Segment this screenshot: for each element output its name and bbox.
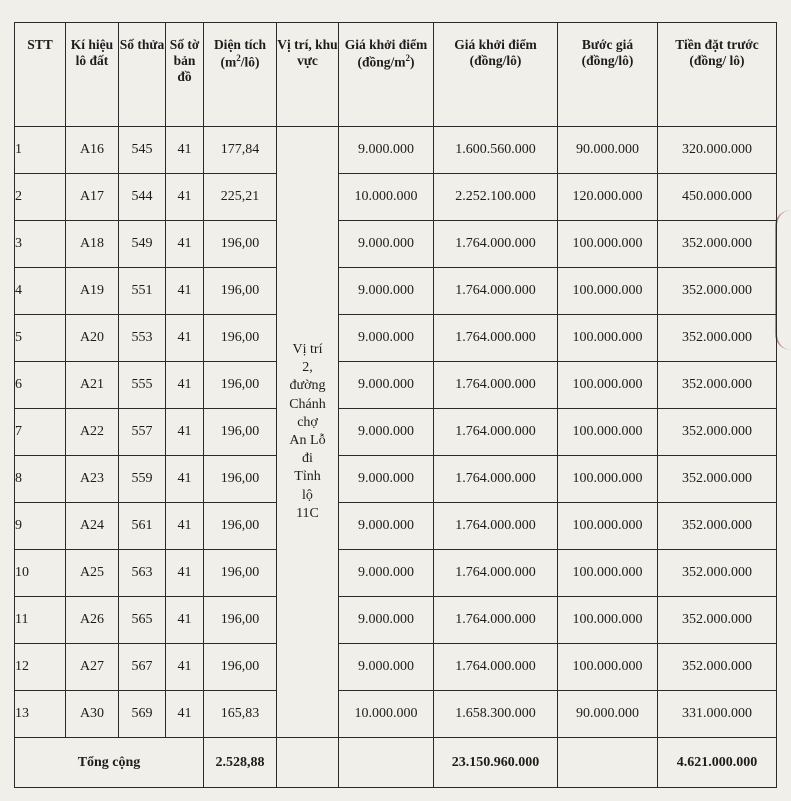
cell-buoc-gia: 100.000.000 bbox=[558, 550, 658, 597]
cell-buoc-gia: 100.000.000 bbox=[558, 315, 658, 362]
cell-dien-tich: 196,00 bbox=[204, 644, 277, 691]
cell-so-thua: 553 bbox=[119, 315, 166, 362]
total-dien-tich: 2.528,88 bbox=[204, 738, 277, 788]
table-row bbox=[15, 691, 777, 738]
cell-buoc-gia: 90.000.000 bbox=[558, 127, 658, 174]
cell-dien-tich: 196,00 bbox=[204, 503, 277, 550]
cell-gia-lo: 1.764.000.000 bbox=[434, 456, 558, 503]
cell-tien-dat-truoc: 352.000.000 bbox=[658, 597, 777, 644]
cell-gia-lo: 1.764.000.000 bbox=[434, 268, 558, 315]
gia-m2-unit-pre: (đồng/m bbox=[357, 54, 406, 70]
cell-gia-lo: 1.600.560.000 bbox=[434, 127, 558, 174]
cell-so-to: 41 bbox=[166, 127, 204, 174]
cell-gia-m2: 9.000.000 bbox=[339, 315, 434, 362]
cell-so-thua: 545 bbox=[119, 127, 166, 174]
total-buoc-gia-empty bbox=[558, 738, 658, 788]
cell-ki-hieu: A23 bbox=[66, 456, 119, 503]
cell-tien-dat-truoc: 331.000.000 bbox=[658, 691, 777, 738]
cell-dien-tich: 196,00 bbox=[204, 550, 277, 597]
cell-tien-dat-truoc: 450.000.000 bbox=[658, 174, 777, 221]
col-header-dien-tich bbox=[204, 23, 277, 127]
cell-dien-tich: 196,00 bbox=[204, 597, 277, 644]
cell-so-thua: 569 bbox=[119, 691, 166, 738]
cell-so-to: 41 bbox=[166, 644, 204, 691]
cell-gia-m2: 10.000.000 bbox=[339, 691, 434, 738]
cell-buoc-gia: 120.000.000 bbox=[558, 174, 658, 221]
cell-tien-dat-truoc: 352.000.000 bbox=[658, 503, 777, 550]
cell-tien-dat-truoc: 320.000.000 bbox=[658, 127, 777, 174]
cell-so-to: 41 bbox=[166, 362, 204, 409]
dien-tich-unit-sup: 2 bbox=[236, 52, 241, 63]
cell-ki-hieu: A16 bbox=[66, 127, 119, 174]
cell-buoc-gia: 100.000.000 bbox=[558, 268, 658, 315]
cell-ki-hieu: A25 bbox=[66, 550, 119, 597]
cell-so-thua: 563 bbox=[119, 550, 166, 597]
gia-m2-unit-sup: 2 bbox=[405, 52, 410, 63]
col-header-ki-hieu: Kí hiệu lô đất bbox=[66, 23, 119, 127]
dien-tich-unit-post: /lô) bbox=[240, 54, 260, 70]
cell-so-to: 41 bbox=[166, 456, 204, 503]
total-label: Tổng cộng bbox=[15, 738, 204, 788]
cell-so-to: 41 bbox=[166, 268, 204, 315]
cell-gia-m2: 9.000.000 bbox=[339, 550, 434, 597]
cell-so-thua: 561 bbox=[119, 503, 166, 550]
cell-gia-lo: 1.764.000.000 bbox=[434, 315, 558, 362]
cell-gia-lo: 1.764.000.000 bbox=[434, 362, 558, 409]
table-row bbox=[15, 456, 777, 503]
cell-gia-m2: 9.000.000 bbox=[339, 456, 434, 503]
cell-so-thua: 555 bbox=[119, 362, 166, 409]
cell-so-to: 41 bbox=[166, 597, 204, 644]
cell-tien-dat-truoc: 352.000.000 bbox=[658, 550, 777, 597]
cell-dien-tich: 225,21 bbox=[204, 174, 277, 221]
cell-dien-tich: 196,00 bbox=[204, 409, 277, 456]
table-row bbox=[15, 268, 777, 315]
dien-tich-unit-pre: (m bbox=[220, 54, 237, 70]
cell-buoc-gia: 100.000.000 bbox=[558, 221, 658, 268]
cell-so-to: 41 bbox=[166, 550, 204, 597]
cell-dien-tich: 196,00 bbox=[204, 456, 277, 503]
cell-gia-m2: 9.000.000 bbox=[339, 362, 434, 409]
cell-so-thua: 565 bbox=[119, 597, 166, 644]
cell-stt: 13 bbox=[15, 691, 66, 738]
total-gia-m2-empty bbox=[339, 738, 434, 788]
cell-ki-hieu: A17 bbox=[66, 174, 119, 221]
cell-gia-lo: 1.764.000.000 bbox=[434, 221, 558, 268]
cell-so-to: 41 bbox=[166, 315, 204, 362]
cell-gia-m2: 9.000.000 bbox=[339, 503, 434, 550]
cell-stt: 8 bbox=[15, 456, 66, 503]
cell-stt: 10 bbox=[15, 550, 66, 597]
cell-so-thua: 544 bbox=[119, 174, 166, 221]
table-row bbox=[15, 550, 777, 597]
cell-so-to: 41 bbox=[166, 174, 204, 221]
cell-buoc-gia: 90.000.000 bbox=[558, 691, 658, 738]
cell-tien-dat-truoc: 352.000.000 bbox=[658, 456, 777, 503]
cell-stt: 6 bbox=[15, 362, 66, 409]
cell-stt: 12 bbox=[15, 644, 66, 691]
cell-gia-m2: 9.000.000 bbox=[339, 268, 434, 315]
cell-stt: 11 bbox=[15, 597, 66, 644]
cell-dien-tich: 196,00 bbox=[204, 268, 277, 315]
cell-stt: 9 bbox=[15, 503, 66, 550]
cell-dien-tich: 177,84 bbox=[204, 127, 277, 174]
cell-gia-lo: 1.764.000.000 bbox=[434, 644, 558, 691]
cell-buoc-gia: 100.000.000 bbox=[558, 456, 658, 503]
land-auction-table bbox=[14, 22, 777, 788]
col-header-so-to: Số tờ bản đồ bbox=[166, 23, 204, 127]
cell-so-to: 41 bbox=[166, 691, 204, 738]
table-row bbox=[15, 503, 777, 550]
cell-ki-hieu: A26 bbox=[66, 597, 119, 644]
cell-so-to: 41 bbox=[166, 221, 204, 268]
cell-ki-hieu: A27 bbox=[66, 644, 119, 691]
table-body bbox=[15, 127, 777, 788]
cell-tien-dat-truoc: 352.000.000 bbox=[658, 644, 777, 691]
cell-stt: 7 bbox=[15, 409, 66, 456]
cell-gia-lo: 2.252.100.000 bbox=[434, 174, 558, 221]
cell-buoc-gia: 100.000.000 bbox=[558, 503, 658, 550]
col-header-tien-dat-truoc: Tiền đặt trước (đồng/ lô) bbox=[658, 23, 777, 127]
cell-gia-lo: 1.764.000.000 bbox=[434, 503, 558, 550]
cell-gia-m2: 9.000.000 bbox=[339, 644, 434, 691]
cell-dien-tich: 196,00 bbox=[204, 362, 277, 409]
cell-tien-dat-truoc: 352.000.000 bbox=[658, 221, 777, 268]
cell-buoc-gia: 100.000.000 bbox=[558, 597, 658, 644]
cell-tien-dat-truoc: 352.000.000 bbox=[658, 362, 777, 409]
cell-so-to: 41 bbox=[166, 503, 204, 550]
table-row bbox=[15, 315, 777, 362]
cell-so-to: 41 bbox=[166, 409, 204, 456]
total-gia-lo: 23.150.960.000 bbox=[434, 738, 558, 788]
cell-gia-lo: 1.658.300.000 bbox=[434, 691, 558, 738]
table-row bbox=[15, 597, 777, 644]
cell-buoc-gia: 100.000.000 bbox=[558, 409, 658, 456]
cell-buoc-gia: 100.000.000 bbox=[558, 644, 658, 691]
cell-tien-dat-truoc: 352.000.000 bbox=[658, 409, 777, 456]
col-header-buoc-gia: Bước giá (đồng/lô) bbox=[558, 23, 658, 127]
col-header-vi-tri: Vị trí, khu vực bbox=[277, 23, 339, 127]
cell-so-thua: 549 bbox=[119, 221, 166, 268]
cell-vi-tri: Vị trí 2, đường Chánh chợ An Lỗ đi Tỉnh lộ 11C bbox=[277, 127, 339, 738]
cell-ki-hieu: A30 bbox=[66, 691, 119, 738]
total-row bbox=[15, 738, 777, 788]
cell-ki-hieu: A22 bbox=[66, 409, 119, 456]
col-header-gia-khoi-diem-m2 bbox=[339, 23, 434, 127]
gia-m2-unit-post: ) bbox=[410, 54, 415, 70]
col-header-so-thua: Số thửa bbox=[119, 23, 166, 127]
cell-gia-m2: 9.000.000 bbox=[339, 127, 434, 174]
cell-gia-m2: 9.000.000 bbox=[339, 221, 434, 268]
cell-dien-tich: 196,00 bbox=[204, 315, 277, 362]
table-row bbox=[15, 221, 777, 268]
cell-ki-hieu: A20 bbox=[66, 315, 119, 362]
total-vi-tri-empty bbox=[277, 738, 339, 788]
dien-tich-label: Diện tích bbox=[213, 37, 267, 52]
gia-m2-label: Giá khởi điểm bbox=[344, 37, 428, 52]
cell-ki-hieu: A21 bbox=[66, 362, 119, 409]
cell-gia-lo: 1.764.000.000 bbox=[434, 550, 558, 597]
cell-dien-tich: 165,83 bbox=[204, 691, 277, 738]
table-row bbox=[15, 362, 777, 409]
cell-ki-hieu: A19 bbox=[66, 268, 119, 315]
total-tien-dat-truoc: 4.621.000.000 bbox=[658, 738, 777, 788]
cell-ki-hieu: A18 bbox=[66, 221, 119, 268]
cell-so-thua: 557 bbox=[119, 409, 166, 456]
table-row bbox=[15, 409, 777, 456]
cell-gia-lo: 1.764.000.000 bbox=[434, 597, 558, 644]
cell-gia-lo: 1.764.000.000 bbox=[434, 409, 558, 456]
col-header-stt: STT bbox=[15, 23, 66, 127]
seal-stamp-edge bbox=[775, 210, 791, 350]
cell-stt: 5 bbox=[15, 315, 66, 362]
cell-dien-tich: 196,00 bbox=[204, 221, 277, 268]
cell-stt: 2 bbox=[15, 174, 66, 221]
cell-so-thua: 559 bbox=[119, 456, 166, 503]
cell-gia-m2: 9.000.000 bbox=[339, 597, 434, 644]
table-row bbox=[15, 174, 777, 221]
table-row bbox=[15, 644, 777, 691]
cell-tien-dat-truoc: 352.000.000 bbox=[658, 268, 777, 315]
table-row bbox=[15, 127, 777, 174]
cell-buoc-gia: 100.000.000 bbox=[558, 362, 658, 409]
col-header-gia-khoi-diem-lo: Giá khởi điểm (đồng/lô) bbox=[434, 23, 558, 127]
cell-stt: 1 bbox=[15, 127, 66, 174]
cell-so-thua: 551 bbox=[119, 268, 166, 315]
cell-so-thua: 567 bbox=[119, 644, 166, 691]
cell-gia-m2: 9.000.000 bbox=[339, 409, 434, 456]
cell-stt: 4 bbox=[15, 268, 66, 315]
cell-gia-m2: 10.000.000 bbox=[339, 174, 434, 221]
cell-tien-dat-truoc: 352.000.000 bbox=[658, 315, 777, 362]
header-row bbox=[15, 23, 777, 127]
cell-stt: 3 bbox=[15, 221, 66, 268]
cell-ki-hieu: A24 bbox=[66, 503, 119, 550]
